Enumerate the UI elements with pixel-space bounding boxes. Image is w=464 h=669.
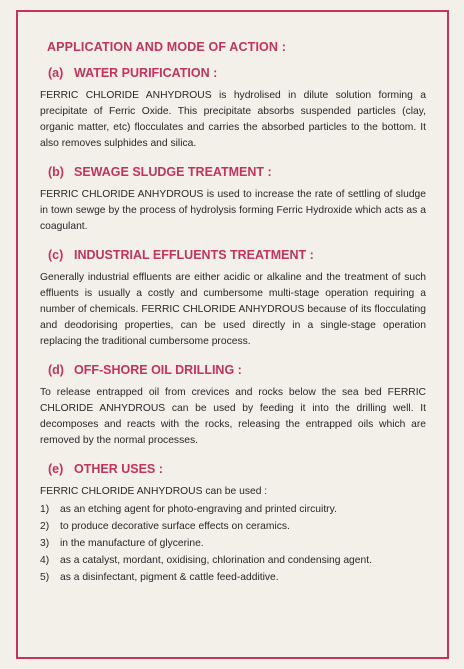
- section-body: FERRIC CHLORIDE ANHYDROUS is hydrolised in dilute solution forming a precipitate of Ferric Oxide. This precipitate absorbs suspended particles (clay, organic matter, etc) flocculates and carries the absorbed particles to the bottom. It also removes sulphides and silica.: [40, 90, 426, 149]
- list-text: as an etching agent for photo-engraving and printed circuitry.: [60, 504, 337, 515]
- list-number: 2): [40, 521, 50, 532]
- section-sewage-sludge: [40, 165, 426, 235]
- list-text: to produce decorative surface effects on ceramics.: [60, 521, 290, 532]
- section-letter: (e): [48, 462, 64, 476]
- section-title: INDUSTRIAL EFFLUENTS TREATMENT :: [74, 248, 314, 262]
- list-text: in the manufacture of glycerine.: [60, 538, 204, 549]
- section-heading: [48, 248, 426, 262]
- section-other-uses: [40, 462, 426, 586]
- section-water-purification: [40, 66, 426, 152]
- list-item: [40, 570, 426, 586]
- section-title: OFF-SHORE OIL DRILLING :: [74, 363, 242, 377]
- list-text: as a catalyst, mordant, oxidising, chlorination and condensing agent.: [60, 555, 372, 566]
- section-body: To release entrapped oil from crevices and rocks below the sea bed FERRIC CHLORIDE ANHYDROUS can be used by feeding it into the drilling well. It decomposes and reacts with the rocks, releasing the entrapped oils which are removed by the normal processes.: [40, 387, 426, 446]
- section-heading: [48, 165, 426, 179]
- list-item: [40, 536, 426, 552]
- uses-list: [40, 502, 426, 586]
- section-letter: (a): [48, 66, 64, 80]
- section-title: WATER PURIFICATION :: [74, 66, 218, 80]
- section-letter: (c): [48, 248, 64, 262]
- section-title: OTHER USES :: [74, 462, 163, 476]
- section-heading: [48, 462, 426, 476]
- list-item: [40, 553, 426, 569]
- section-heading: [48, 363, 426, 377]
- section-body: Generally industrial effluents are either acidic or alkaline and the treatment of such effluents is usually a costly and cumbersome multi-stage operation requiring a number of chemicals. FERRIC CHLORIDE ANHYDROUS because of its flocculating and deodorising properties, can be used directly in a single-stage operation replacing the traditional cumbersome process.: [40, 272, 426, 347]
- page-title: APPLICATION AND MODE OF ACTION :: [47, 40, 287, 54]
- list-number: 4): [40, 555, 50, 566]
- section-industrial-effluents: [40, 248, 426, 350]
- list-number: 5): [40, 572, 50, 583]
- list-item: [40, 502, 426, 518]
- section-title: SEWAGE SLUDGE TREATMENT :: [74, 165, 272, 179]
- section-letter: (b): [48, 165, 64, 179]
- list-number: 3): [40, 538, 50, 549]
- list-item: [40, 519, 426, 535]
- section-heading: [48, 66, 426, 80]
- section-letter: (d): [48, 363, 64, 377]
- list-number: 1): [40, 504, 50, 515]
- list-text: as a disinfectant, pigment & cattle feed-additive.: [60, 572, 279, 583]
- section-body: FERRIC CHLORIDE ANHYDROUS is used to increase the rate of settling of sludge in town sewge by the process of hydrolysis forming Ferric Hydroxide which acts as a coagulant.: [40, 189, 426, 232]
- document-content: [40, 40, 426, 587]
- section-offshore-drilling: [40, 363, 426, 449]
- uses-intro: FERRIC CHLORIDE ANHYDROUS can be used :: [40, 486, 268, 497]
